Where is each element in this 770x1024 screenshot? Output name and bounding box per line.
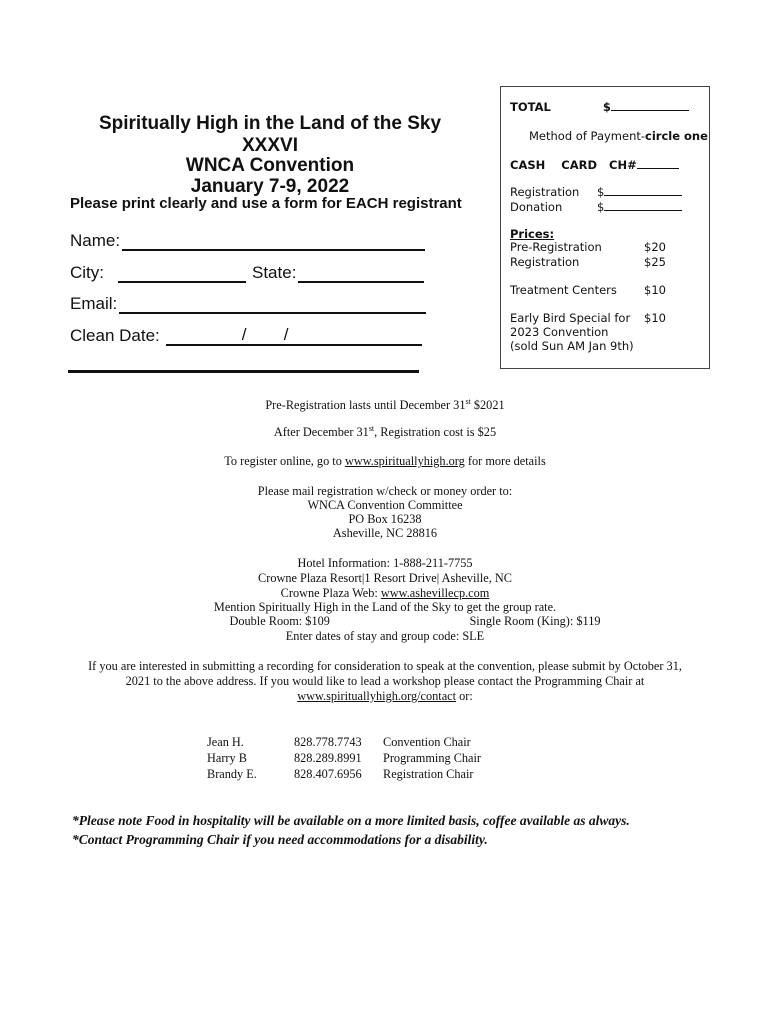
recording-suffix: or: <box>456 689 473 703</box>
price-early-bird-value: $10 <box>644 311 666 325</box>
cash-option[interactable]: CASH <box>510 158 546 172</box>
price-registration-label: Registration <box>510 255 580 269</box>
method-row <box>529 129 708 143</box>
disability-note: *Contact Programming Chair if you need accommodations for a disability. <box>72 832 488 847</box>
registration-dollar: $ <box>597 185 605 199</box>
total-dollar: $ <box>602 100 611 114</box>
payment-box <box>500 86 710 369</box>
prices-heading: Prices: <box>510 227 555 241</box>
contact-row <box>207 734 481 750</box>
payment-options-row <box>510 157 679 172</box>
early-bird-line-1: Early Bird Special for <box>510 311 631 325</box>
prereg-sup: st <box>465 397 471 406</box>
mail-box: PO Box 16238 <box>348 512 422 526</box>
contact-phone: 828.778.7743 <box>294 735 362 749</box>
event-title: Spiritually High in the Land of the Sky <box>98 113 442 134</box>
after-text: After December 31 <box>273 425 369 440</box>
contact-name: Brandy E. <box>207 767 257 781</box>
early-bird-line-3: (sold Sun AM Jan 9th) <box>510 339 634 353</box>
price-treatment-value: $10 <box>644 283 666 297</box>
donation-dollar: $ <box>597 200 605 214</box>
name-line[interactable] <box>122 231 425 251</box>
event-dates: January 7-9, 2022 <box>190 176 350 197</box>
early-bird-line-2: 2023 Convention <box>510 325 609 339</box>
card-option[interactable]: CARD <box>561 158 598 172</box>
email-label: Email: <box>70 294 118 313</box>
method-label: Method of Payment- <box>529 129 646 143</box>
room-rates <box>0 614 770 629</box>
date-sep-1: / <box>241 325 247 344</box>
city-state-field[interactable] <box>70 263 424 283</box>
mail-org: WNCA Convention Committee <box>307 498 463 512</box>
clean-date-line[interactable] <box>166 326 422 346</box>
total-line[interactable] <box>611 99 689 111</box>
clean-date-label: Clean Date: <box>70 326 160 345</box>
event-name: WNCA Convention <box>185 155 355 176</box>
recording-line-1: If you are interested in submitting a recording for consideration to speak at the convention, please submit by October 31, <box>88 659 682 673</box>
recording-line-2: 2021 to the above address. If you would like to lead a workshop please contact the Programming Chair at <box>125 674 645 688</box>
contact-row <box>207 750 481 766</box>
form-instructions: Please print clearly and use a form for EACH registrant <box>70 195 462 212</box>
price-pre-registration-value: $20 <box>644 240 666 254</box>
prereg-deadline <box>0 397 770 413</box>
registration-amount-row <box>510 184 682 199</box>
contact-role: Registration Chair <box>383 767 474 781</box>
online-prefix: To register online, go to <box>224 454 345 468</box>
donation-amount-line[interactable] <box>604 199 682 211</box>
hotel-web-link[interactable]: www.ashevillecp.com <box>380 586 490 600</box>
city-line[interactable] <box>118 263 246 283</box>
after-deadline <box>0 424 770 440</box>
single-room: Single Room (King): $119 <box>469 614 601 628</box>
contact-name: Jean H. <box>207 735 244 749</box>
online-suffix: for more details <box>464 454 546 468</box>
name-label: Name: <box>70 231 121 250</box>
after-tail: , Registration cost is $25 <box>374 425 497 440</box>
contacts-table <box>207 734 481 782</box>
mail-city: Asheville, NC 28816 <box>332 526 438 540</box>
registration-amount-label: Registration <box>510 185 580 199</box>
prereg-tail: $2021 <box>470 398 505 413</box>
contact-phone: 828.289.8991 <box>294 751 362 765</box>
group-code: Enter dates of stay and group code: SLE <box>285 629 485 643</box>
after-sup: st <box>368 424 375 433</box>
contact-name: Harry B <box>207 751 247 765</box>
event-numeral: XXXVI <box>242 135 298 156</box>
contact-link[interactable]: www.spirituallyhigh.org/contact <box>297 689 457 703</box>
mail-intro: Please mail registration w/check or money order to: <box>257 484 513 498</box>
price-registration-value: $25 <box>644 255 666 269</box>
city-label: City: <box>70 263 104 282</box>
form-divider <box>68 370 419 373</box>
donation-amount-label: Donation <box>510 200 563 214</box>
online-registration <box>0 454 770 469</box>
state-label: State: <box>252 263 297 282</box>
prereg-text: Pre-Registration lasts until December 31 <box>265 398 466 413</box>
state-line[interactable] <box>298 263 424 283</box>
clean-date-field[interactable] <box>70 326 422 346</box>
date-sep-2: / <box>283 325 289 344</box>
contact-role: Convention Chair <box>383 735 471 749</box>
email-line[interactable] <box>119 294 426 314</box>
hotel-web-prefix: Crowne Plaza Web: <box>280 586 381 600</box>
method-emphasis: circle one <box>645 129 708 143</box>
total-row <box>510 99 689 114</box>
contact-role: Programming Chair <box>383 751 482 765</box>
website-link[interactable]: www.spirituallyhigh.org <box>344 454 465 468</box>
total-label: TOTAL <box>510 100 551 114</box>
check-number-line[interactable] <box>637 157 679 169</box>
registration-amount-line[interactable] <box>604 184 682 196</box>
price-treatment-label: Treatment Centers <box>510 283 617 297</box>
hotel-address: Crowne Plaza Resort|1 Resort Drive| Asheville, NC <box>258 571 512 585</box>
donation-amount-row <box>510 199 682 214</box>
recording-note <box>75 659 695 704</box>
contact-phone: 828.407.6956 <box>294 767 362 781</box>
food-note: *Please note Food in hospitality will be available on a more limited basis, coffee available as always. <box>72 813 630 828</box>
check-option[interactable]: CH# <box>609 158 637 172</box>
price-pre-registration-label: Pre-Registration <box>510 240 602 254</box>
contact-row <box>207 766 481 782</box>
name-field[interactable] <box>70 231 425 251</box>
hotel-info: Hotel Information: 1-888-211-7755 <box>297 556 473 570</box>
hotel-mention: Mention Spiritually High in the Land of the Sky to get the group rate. <box>213 600 557 614</box>
double-room: Double Room: $109 <box>229 614 330 628</box>
hotel-web <box>0 586 770 601</box>
email-field[interactable] <box>70 294 426 314</box>
